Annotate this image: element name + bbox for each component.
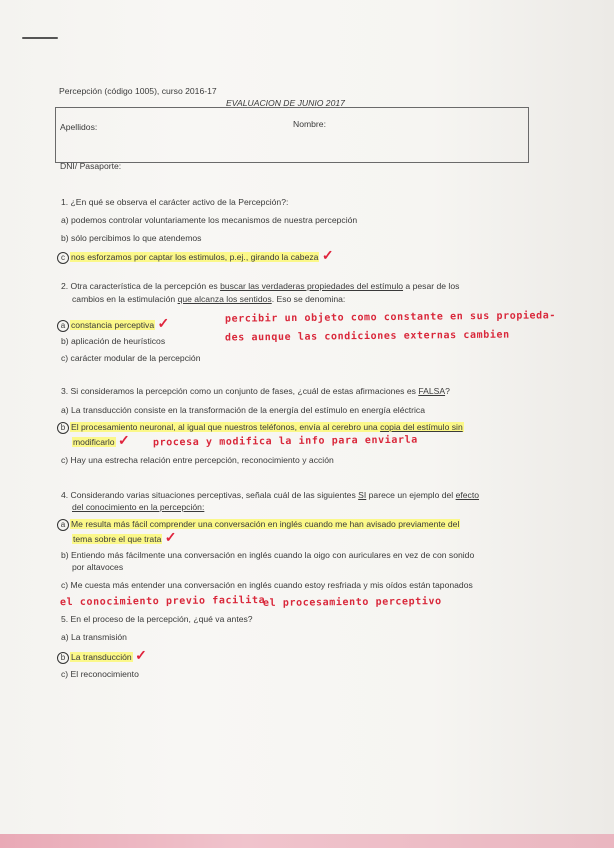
q1-option-c-text: nos esforzamos por captar los estimulos, p.ej., girando la cabeza <box>71 252 319 262</box>
q3-answer-circle: b <box>57 422 69 434</box>
q2-handwritten-note-line2: des aunque las condiciones externas cambien <box>224 329 510 344</box>
q2-option-b: b) aplicación de heurísticos <box>61 336 166 346</box>
q4-option-c: c) Me cuesta más entender una conversación en inglés cuando estoy resfriada y mis oídos están taponados <box>61 580 473 590</box>
q3-option-b-line1: b El procesamiento neuronal, al igual que nuestros teléfonos, envía al cerebro una copia del estímulo sin <box>57 422 464 434</box>
q4-option-a-line1: a Me resulta más fácil comprender una conversación en inglés cuando me han avisado previamente del <box>57 519 460 531</box>
q5-answer-circle: b <box>57 652 69 664</box>
q1-option-b: b) sólo percibimos lo que atendemos <box>61 233 202 243</box>
check-mark-icon: ✓ <box>135 647 147 663</box>
dni-label: DNI/ Pasaporte: <box>60 161 122 171</box>
q4-handwritten-note-part2: el procesamiento perceptivo <box>262 596 442 609</box>
q2-question-line2: cambios en la estimulación que alcanza los sentidos. Eso se denomina: <box>72 294 346 304</box>
q4-answer-circle: a <box>57 519 69 531</box>
q5-option-b: b La transducción ✓ <box>57 650 147 664</box>
pink-desk-surface <box>0 834 614 848</box>
q1-answer-circle: c <box>57 252 69 264</box>
q2-option-c: c) carácter modular de la percepción <box>61 353 201 363</box>
q4-option-a-line2: tema sobre el que trata ✓ <box>73 529 177 545</box>
q3-option-b-line2: modificarlo ✓ <box>73 432 130 448</box>
q1-question: 1. ¿En qué se observa el carácter activo de la Percepción?: <box>61 197 289 207</box>
q4-option-b-line2: por altavoces <box>72 562 124 572</box>
q3-option-c: c) Hay una estrecha relación entre percepción, reconocimiento y acción <box>61 455 334 465</box>
q4-handwritten-note-part1: el conocimiento previo facilita <box>59 594 266 609</box>
q1-option-c <box>57 247 334 264</box>
ink-mark <box>22 37 58 39</box>
q4-option-b-line1: b) Entiendo más fácilmente una conversación en inglés cuando la oigo con auriculares en vez de con sonido <box>61 550 475 560</box>
nombre-label: Nombre: <box>293 119 326 129</box>
course-title: Percepción (código 1005), curso 2016-17 <box>59 86 217 96</box>
q2-answer-circle: a <box>57 320 69 332</box>
check-mark-icon: ✓ <box>164 529 177 545</box>
q5-question: 5. En el proceso de la percepción, ¿qué va antes? <box>61 614 253 624</box>
q5-option-a: a) La transmisión <box>61 632 127 642</box>
check-mark-icon: ✓ <box>117 432 130 448</box>
q4-question-line1: 4. Considerando varias situaciones perceptivas, señala cuál de las siguientes SI parece un ejemplo del efecto <box>61 490 480 500</box>
q5-option-c: c) El reconocimiento <box>61 669 139 679</box>
exam-title: EVALUACION DE JUNIO 2017 <box>226 98 345 108</box>
q3-option-a: a) La transducción consiste en la transformación de la energía del estímulo en energía eléctrica <box>61 405 426 415</box>
apellidos-label: Apellidos: <box>60 122 98 132</box>
check-mark-icon: ✓ <box>321 247 334 263</box>
student-info-box <box>55 107 529 171</box>
q1-option-a: a) podemos controlar voluntariamente los mecanismos de nuestra percepción <box>61 215 358 225</box>
q2-option-a <box>57 315 170 332</box>
q3-handwritten-note: procesa y modifica la info para enviarla <box>152 434 418 449</box>
q2-handwritten-note-line1: percibir un objeto como constante en sus propieda- <box>224 310 557 325</box>
q4-question-line2: del conocimiento en la percepción: <box>72 502 205 512</box>
q2-option-a-text: constancia perceptiva <box>71 320 155 330</box>
q2-question-line1: 2. Otra característica de la percepción es buscar las verdaderas propiedades del estímulo a pesar de los <box>61 281 460 291</box>
q3-question: 3. Si consideramos la percepción como un conjunto de fases, ¿cuál de estas afirmaciones es FALSA? <box>61 386 450 396</box>
check-mark-icon: ✓ <box>157 315 170 331</box>
